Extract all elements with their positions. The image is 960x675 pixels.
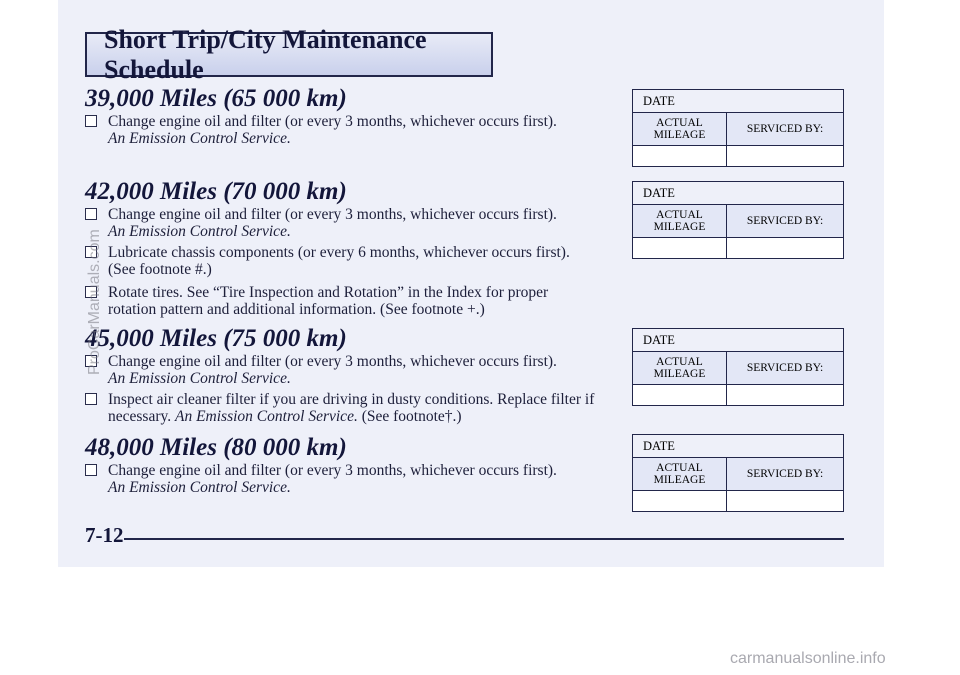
item-note: An Emission Control Service. [108, 130, 291, 147]
service-record-45000 [632, 328, 844, 406]
item-note: rotation pattern and additional information. (See footnote +.) [108, 301, 485, 318]
section-heading-45000: 45,000 Miles (75 000 km) [85, 325, 347, 352]
item-note: An Emission Control Service. [108, 370, 291, 387]
side-watermark: ProCarManuals.com [86, 229, 103, 375]
date-field[interactable]: DATE [633, 435, 843, 458]
serviced-by-label: SERVICED BY: [746, 468, 824, 480]
footer-rule [124, 538, 844, 540]
date-field[interactable]: DATE [633, 90, 843, 113]
section-heading-48000: 48,000 Miles (80 000 km) [85, 434, 347, 461]
serviced-by-label: SERVICED BY: [746, 215, 824, 227]
item-note: (See footnote #.) [108, 261, 212, 278]
date-field[interactable]: DATE [633, 329, 843, 352]
service-record-39000 [632, 89, 844, 167]
date-field[interactable]: DATE [633, 182, 843, 205]
item-note: An Emission Control Service. [108, 223, 291, 240]
checkbox-icon[interactable] [85, 115, 97, 127]
checkbox-icon[interactable] [85, 208, 97, 220]
item-note: An Emission Control Service. [108, 479, 291, 496]
serviced-by-label: SERVICED BY: [746, 123, 824, 135]
service-record-42000 [632, 181, 844, 259]
section-heading-42000: 42,000 Miles (70 000 km) [85, 178, 347, 205]
mileage-label: ACTUAL MILEAGE [633, 205, 727, 237]
mileage-label: ACTUAL MILEAGE [633, 458, 727, 490]
mileage-field[interactable] [633, 490, 727, 511]
service-record-48000 [632, 434, 844, 512]
mileage-field[interactable] [633, 237, 727, 258]
mileage-label: ACTUAL MILEAGE [633, 352, 727, 384]
mileage-field[interactable] [633, 384, 727, 405]
serviced-by-label: SERVICED BY: [746, 362, 824, 374]
mileage-field[interactable] [633, 145, 727, 166]
page-number: 7-12 [85, 523, 124, 547]
bottom-watermark: carmanualsonline.info [730, 650, 886, 667]
checkbox-icon[interactable] [85, 464, 97, 476]
mileage-label: ACTUAL MILEAGE [633, 113, 727, 145]
page-title: Short Trip/City Maintenance Schedule [85, 32, 493, 77]
item-note: necessary. An Emission Control Service. (See footnote†.) [108, 408, 462, 425]
section-heading-39000: 39,000 Miles (65 000 km) [85, 85, 347, 112]
checkbox-icon[interactable] [85, 393, 97, 405]
